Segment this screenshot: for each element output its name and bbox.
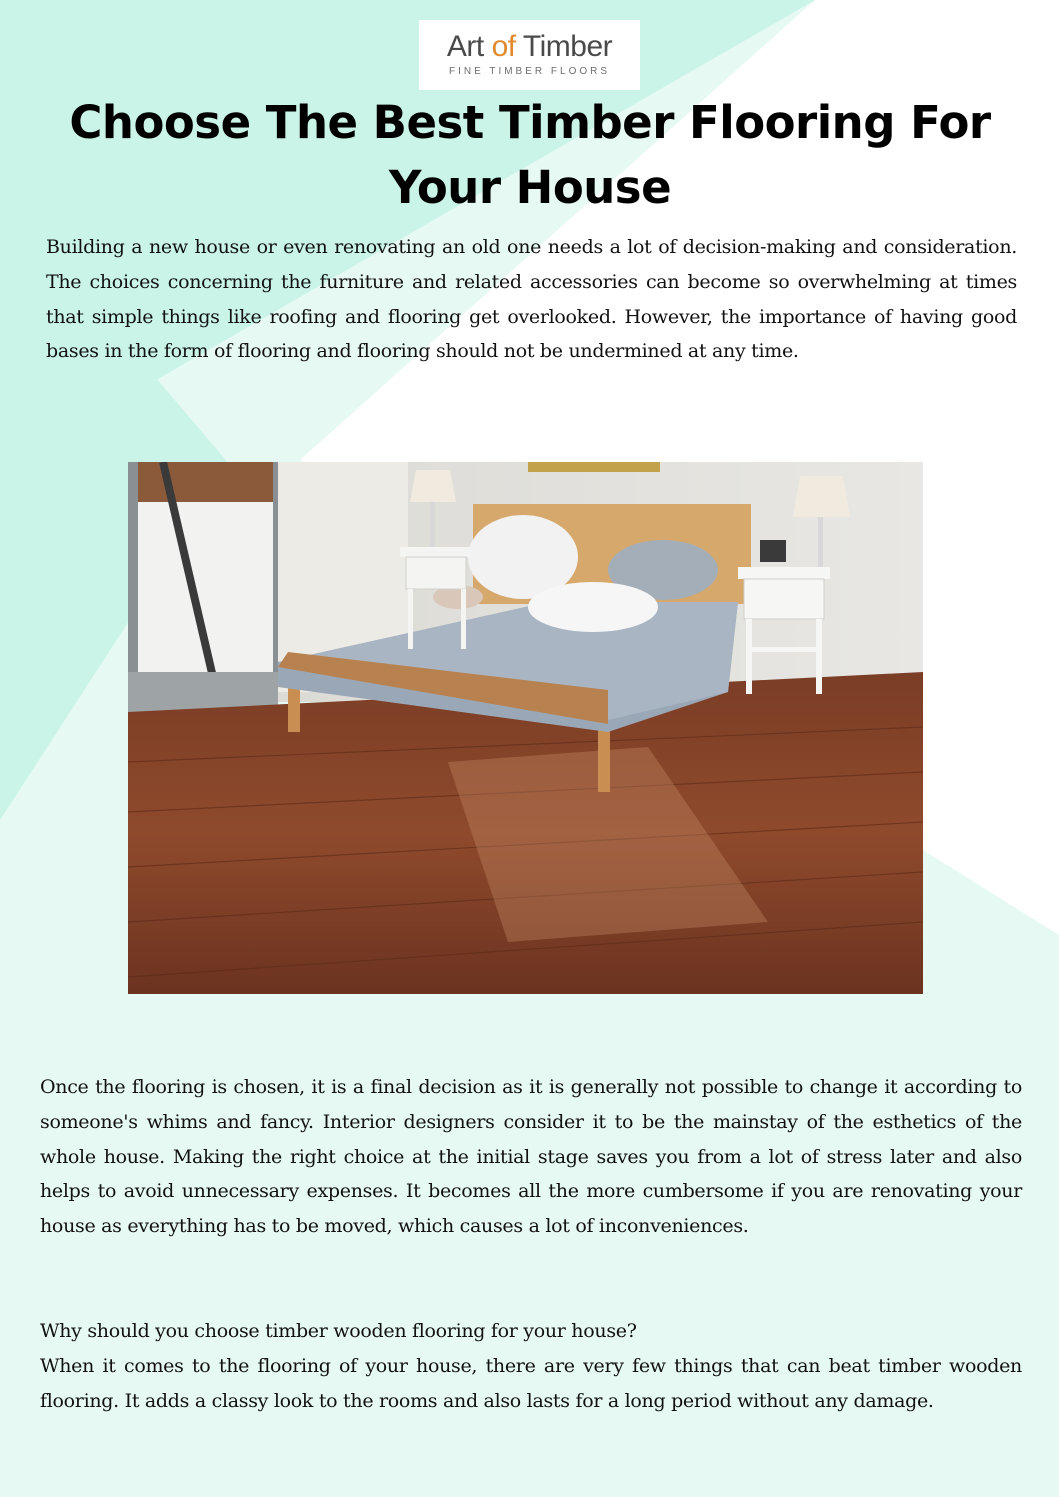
logo-word-timber: Timber bbox=[522, 30, 613, 63]
intro-paragraph: Building a new house or even renovating an old one needs a lot of decision-making and consideration. The choices concerning the furniture and related accessories can become so overwhelming at times that simple things like roofing and flooring get overlooked. However, the importance of having good bases in the form of flooring and flooring should not be undermined at any time. bbox=[46, 236, 1017, 363]
why-question: Why should you choose timber wooden flooring for your house? bbox=[40, 1320, 637, 1342]
logo-wordmark bbox=[419, 30, 640, 64]
why-answer: When it comes to the flooring of your house, there are very few things that can beat timber wooden flooring. It adds a classy look to the rooms and also lasts for a long period without any damage. bbox=[40, 1354, 1022, 1412]
window-frame bbox=[128, 462, 278, 742]
logo-word-of: of bbox=[491, 30, 516, 63]
page-title: Choose The Best Timber Flooring For Your House bbox=[69, 96, 991, 214]
logo-word-art: Art bbox=[446, 30, 484, 63]
why-section bbox=[40, 1314, 1022, 1418]
logo-tagline: FINE TIMBER FLOORS bbox=[448, 66, 611, 77]
bedroom-photo bbox=[128, 462, 923, 994]
second-paragraph: Once the flooring is chosen, it is a final decision as it is generally not possible to change it according to someone's whims and fancy. Interior designers consider it to be the mainstay of the esthetics of the whole house. Making the right choice at the initial stage saves you from a lot of stress later and also helps to avoid unnecessary expenses. It becomes all the more cumbersome if you are renovating your house as everything has to be moved, which causes a lot of inconveniences. bbox=[40, 1076, 1022, 1238]
brand-logo bbox=[419, 20, 640, 90]
picture-frame bbox=[528, 462, 660, 472]
